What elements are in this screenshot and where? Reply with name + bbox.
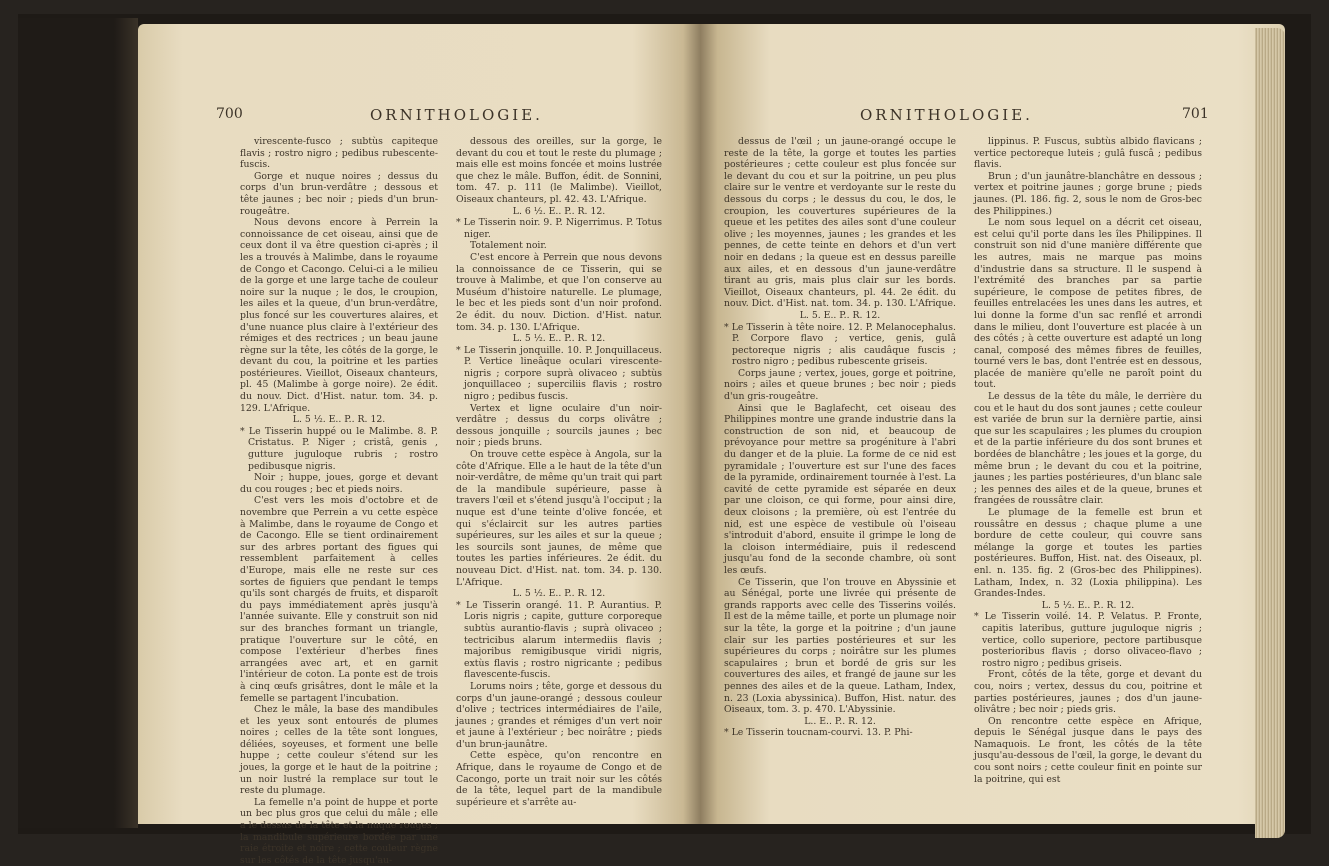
paragraph: Lorums noirs ; tête, gorge et dessous du corps d'un jaune-orangé ; dessous couleur d'olive ; tectrices intermédiaires de l'aile, jaunes ; grandes et rémiges d'un vert noir et jaune à l'extérieur ; bec noirâtre ; pieds d'un brun-jaunâtre. <box>456 680 662 750</box>
paragraph: Totalement noir. <box>470 240 547 252</box>
left-page-number: 700 <box>216 106 243 122</box>
measurement-line: L.. E.. P.. R. 12. <box>804 715 876 727</box>
species-heading: * Le Tisserin noir. 9. P. Nigerrimus. P. Totus niger. <box>456 217 662 240</box>
left-column-2 <box>456 136 662 814</box>
paragraph: Chez le mâle, la base des mandibules et les yeux sont entourés de plumes noires ; celles de la tête sont longues, déliées, soyeuses, et forment une belle huppe ; cette couleur s'étend sur les joues, la gorge et le haut de la poitrine ; un noir lustré la remplace sur tout le reste du plumage. <box>240 704 438 797</box>
right-running-header <box>700 106 1285 128</box>
right-page <box>700 24 1285 824</box>
paragraph: Vertex et ligne oculaire d'un noir-verdâtre ; dessus du corps olivâtre ; dessous jonquille ; sourcils jaunes ; bec noir ; pieds bruns. <box>456 402 662 449</box>
paragraph: On rencontre cette espèce en Afrique, depuis le Sénégal jusque dans le pays des Namaquois. Le front, les côtés de la tête jusqu'au-dessous de l'œil, la gorge, le devant du cou sont noirs ; cette couleur finit en pointe sur la poitrine, qui est <box>974 715 1202 785</box>
left-running-header <box>138 106 700 128</box>
right-page-stack <box>1255 28 1285 838</box>
species-heading: * Le Tisserin huppé ou le Malimbe. 8. P. Cristatus. P. Niger ; cristâ, genis , gutture juguloque rubris ; rostro pedibusque nigris. <box>240 425 438 472</box>
measurement-line: L. 5 ½. E.. P.. R. 12. <box>512 588 606 600</box>
measurement-line: L. 6 ½. E.. P.. R. 12. <box>512 205 606 217</box>
paragraph: C'est vers les mois d'octobre et de novembre que Perrein a vu cette espèce à Malimbe, dans le royaume de Congo et de Cacongo. Elle se tient ordinairement sur des arbres portant des figues qui ressemblent parfaitement à celles d'Europe, mais elle ne reste sur ces sortes de figuiers que pendant le temps qu'ils sont chargés de fruits, et disparoît du pays immédiatement après jusqu'à l'année suivante. Elle y construit son nid sur des branches formant un triangle, pratique l'ouverture sur le côté, en compose l'extérieur d'herbes fines arrangées avec art, et en garnit l'intérieur de coton. La ponte est de trois à cinq œufs grisâtres, dont le mâle et la femelle se partagent l'incubation. <box>240 495 438 704</box>
species-heading: * Le Tisserin voilé. 14. P. Velatus. P. Fronte, capitis lateribus, gutture juguloque nigris ; vertice, collo superiore, pectore partibusque posterioribus flavis ; dorso olivaceo-flavo ; rostro nigro ; pedibus griseis. <box>974 611 1202 669</box>
paragraph: lippinus. P. Fuscus, subtùs albido flavicans ; vertice pectoreque luteis ; gulâ fuscâ ; pedibus flavis. <box>974 136 1202 171</box>
measurement-line: L. 5 ½. E.. P.. R. 12. <box>512 333 606 345</box>
paragraph: Le plumage de la femelle est brun et roussâtre en dessus ; chaque plume a une bordure de cette couleur, qui couvre sans mélange la gorge et toutes les parties postérieures. Buffon, Hist. nat. des Oiseaux, pl. enl. n. 135. fig. 2 (Gros-bec des Philippines). Latham, Index, n. 32 (Loxia philippina). Les Grandes-Indes. <box>974 507 1202 600</box>
left-running-title: ORNITHOLOGIE. <box>370 106 543 124</box>
paragraph: Gorge et nuque noires ; dessus du corps d'un brun-verdâtre ; dessous et tête jaunes ; bec noir ; pieds d'un brun-rougeâtre. <box>240 170 438 217</box>
measurement-line: L. 5. E.. P.. R. 12. <box>799 309 881 321</box>
measurement-line: L. 5 ½. E.. P.. R. 12. <box>1041 599 1135 611</box>
paragraph: dessus de l'œil ; un jaune-orangé occupe le reste de la tête, la gorge et toutes les parties postérieures ; cette couleur est plus foncée sur le devant du cou et sur la poitrine, un peu plus claire sur le ventre et verdoyante sur le reste du dessous du corps ; le dessus du cou, le dos, le croupion, les couvertures supérieures de la queue et les petites des ailes sont d'une couleur olive ; les moyennes, jaunes ; les grandes et les pennes, de cette teinte en dehors et d'un vert noir en dedans ; la queue est en dessus pareille aux ailes, et en dessous d'un jaune-verdâtre tirant au gris, mais plus clair sur les bords. Vieillot, Oiseaux chanteurs, pl. 44. 2e édit. du nouv. Dict. d'Hist. nat. tom. 34. p. 130. L'Afrique. <box>724 136 956 310</box>
paragraph: C'est encore à Perrein que nous devons la connoissance de ce Tisserin, qui se trouve à Malimbe, et que l'on conserve au Muséum d'histoire naturelle. Le plumage, le bec et les pieds sont d'un noir profond. 2e édit. du nouv. Diction. d'Hist. natur. tom. 34. p. 130. L'Afrique. <box>456 251 662 333</box>
right-running-title: ORNITHOLOGIE. <box>860 106 1033 124</box>
paragraph: Ainsi que le Baglafecht, cet oiseau des Philippines montre une grande industrie dans la construction de son nid, et beaucoup de prévoyance pour mettre sa progéniture à l'abri du danger et de la pluie. La forme de ce nid est pyramidale ; l'ouverture est sur l'une des faces de la pyramide, ordinairement tournée à l'est. La cavité de cette pyramide est séparée en deux par une cloison, ce qui forme, pour ainsi dire, deux cloisons ; la première, où est l'entrée du nid, est une espèce de vestibule où l'oiseau s'introduit d'abord, ensuite il grimpe le long de la cloison intermédiaire, puis il redescend jusqu'au fond de la seconde chambre, où sont les œufs. <box>724 402 957 576</box>
paragraph: Brun ; d'un jaunâtre-blanchâtre en dessous ; vertex et poitrine jaunes ; gorge brune ; pieds jaunes. (Pl. 186. fig. 2, sous le nom de Gros-bec des Philippines.) <box>974 170 1202 217</box>
measurement-line: L. 5 ½. E.. P.. R. 12. <box>292 414 386 426</box>
left-page-stack <box>18 18 138 828</box>
right-column-2 <box>974 136 1202 814</box>
species-heading: * Le Tisserin à tête noire. 12. P. Melanocephalus. P. Corpore flavo ; vertice, genis, gulâ pectoreque nigris ; alis caudâque fuscis ; rostro nigro ; pedibus rubescente griseis. <box>724 321 956 368</box>
paragraph: Front, côtés de la tête, gorge et devant du cou, noirs ; vertex, dessus du cou, poitrine et parties postérieures, jaunes ; dos d'un jaune-olivâtre ; bec noir ; pieds gris. <box>974 669 1202 716</box>
right-column-1 <box>724 136 956 814</box>
left-page <box>138 24 700 866</box>
paragraph: Corps jaune ; vertex, joues, gorge et poitrine, noirs ; ailes et queue brunes ; bec noir ; pieds d'un gris-rougeâtre. <box>724 367 956 403</box>
paragraph: virescente-fusco ; subtùs capiteque flavis ; rostro nigro ; pedibus rubescente-fuscis. <box>240 136 438 171</box>
paragraph: Le dessus de la tête du mâle, le derrière du cou et le haut du dos sont jaunes ; cette couleur est variée de brun sur la dernière partie, ainsi que sur les scapulaires ; les plumes du croupion et de la partie inférieure du dos sont brunes et bordées de blanchâtre ; les joues et la gorge, du même brun ; le devant du cou et la poitrine, jaunes ; les parties postérieures, d'un blanc sale ; les pennes des ailes et de la queue, brunes et frangées de roussâtre clair. <box>974 391 1202 507</box>
right-page-number: 701 <box>1182 106 1209 122</box>
paragraph: Noir ; huppe, joues, gorge et devant du cou rouges ; bec et pieds noirs. <box>240 472 438 495</box>
paragraph: Le nom sous lequel on a décrit cet oiseau, est celui qu'il porte dans les îles Philippines. Il construit son nid d'une manière différente que les autres, mais ne marque pas moins d'industrie dans sa structure. Il le suspend à l'extrémité des branches par sa partie supérieure, le compose de petites fibres, de feuilles entrelacées les unes dans les autres, et lui donne la forme d'un sac renflé et arrondi dans le milieu, dont l'ouverture est placée à un des côtés ; à cette ouverture est adapté un long canal, composé des mêmes fibres de feuilles, tourné vers le bas, dont l'entrée est en dessous, placée de manière qu'elle ne paroît point du tout. <box>974 217 1202 391</box>
paragraph: La femelle n'a point de huppe et porte un bec plus gros que celui du mâle ; elle a le dessus de la tête et la nuque rouges ; la mandibule supérieure bordée par une raie étroite et noire ; cette couleur règne sur les côtés de la tête jusqu'au- <box>240 796 438 866</box>
species-heading: * Le Tisserin orangé. 11. P. Aurantius. P. Loris nigris ; capite, gutture corporeque subtùs aurantio-flavis ; suprà olivaceo ; tectricibus alarum intermediis flavis ; majoribus remigibusque viridi nigris, extùs flavis ; rostro nigricante ; pedibus flavescente-fuscis. <box>456 599 662 681</box>
species-heading: * Le Tisserin jonquille. 10. P. Jonquillaceus. P. Vertice lineâque oculari virescente-nigris ; corpore suprà olivaceo ; subtùs jonquillaceo ; superciliis flavis ; rostro nigro ; pedibus fuscis. <box>456 344 662 403</box>
paragraph: Nous devons encore à Perrein la connoissance de cet oiseau, ainsi que de ceux dont il va être question ci-après ; il les a trouvés à Malimbe, dans le royaume de Congo et Cacongo. Celui-ci a le milieu de la gorge et une large tache de couleur noire sur la nuque ; le dos, le croupion, les ailes et la queue, d'un brun-verdâtre, plus foncé sur les couvertures alaires, et d'une nuance plus claire à l'extérieur des rémiges et des rectrices ; un beau jaune règne sur la tête, les côtés de la gorge, le devant du cou, la poitrine et les parties postérieures. Vieillot, Oiseaux chanteurs, pl. 45 (Malimbe à gorge noire). 2e édit. du nouv. Dict. d'Hist. natur. tom. 34. p. 129. L'Afrique. <box>240 217 438 414</box>
paragraph: Ce Tisserin, que l'on trouve en Abyssinie et au Sénégal, porte une livrée qui présente de grands rapports avec celle des Tisserins voilés. Il est de la même taille, et porte un plumage noir sur la tête, la gorge et la poitrine ; d'un jaune clair sur les parties postérieures et sur les supérieures du corps ; noirâtre sur les plumes scapulaires ; brun et bordé de gris sur les couvertures des ailes, et frangé de jaune sur les pennes des ailes et de la queue. Latham, Index, n. 23 (Loxia abyssinica). Buffon, Hist. natur. des Oiseaux, tom. 3. p. 470. L'Abyssinie. <box>724 576 956 716</box>
species-heading: * Le Tisserin toucnam-courvi. 13. P. Phi- <box>724 727 913 739</box>
paragraph: dessous des oreilles, sur la gorge, le devant du cou et tout le reste du plumage ; mais elle est moins foncée et moins lustrée que chez le mâle. Buffon, édit. de Sonnini, tom. 47. p. 111 (le Malimbe). Vieillot, Oiseaux chanteurs, pl. 42. 43. L'Afrique. <box>456 136 662 205</box>
left-column-1 <box>240 136 438 866</box>
paragraph: On trouve cette espèce à Angola, sur la côte d'Afrique. Elle a le haut de la tête d'un noir-verdâtre, de même qu'un trait qui part de la mandibule supérieure, passe à travers l'œil et s'étend jusqu'à l'occiput ; la nuque est d'une teinte d'olive foncée, et qui s'éclaircit sur les autres parties supérieures, sur les ailes et sur la queue ; les sourcils sont jaunes, de même que toutes les parties inférieures. 2e édit. du nouveau Dict. d'Hist. nat. tom. 34. p. 130. L'Afrique. <box>456 449 662 588</box>
paragraph: Cette espèce, qu'on rencontre en Afrique, dans le royaume de Congo et de Cacongo, porte un trait noir sur les côtés de la tête, lequel part de la mandibule supérieure et s'arrête au- <box>456 750 662 808</box>
open-book <box>18 14 1311 866</box>
